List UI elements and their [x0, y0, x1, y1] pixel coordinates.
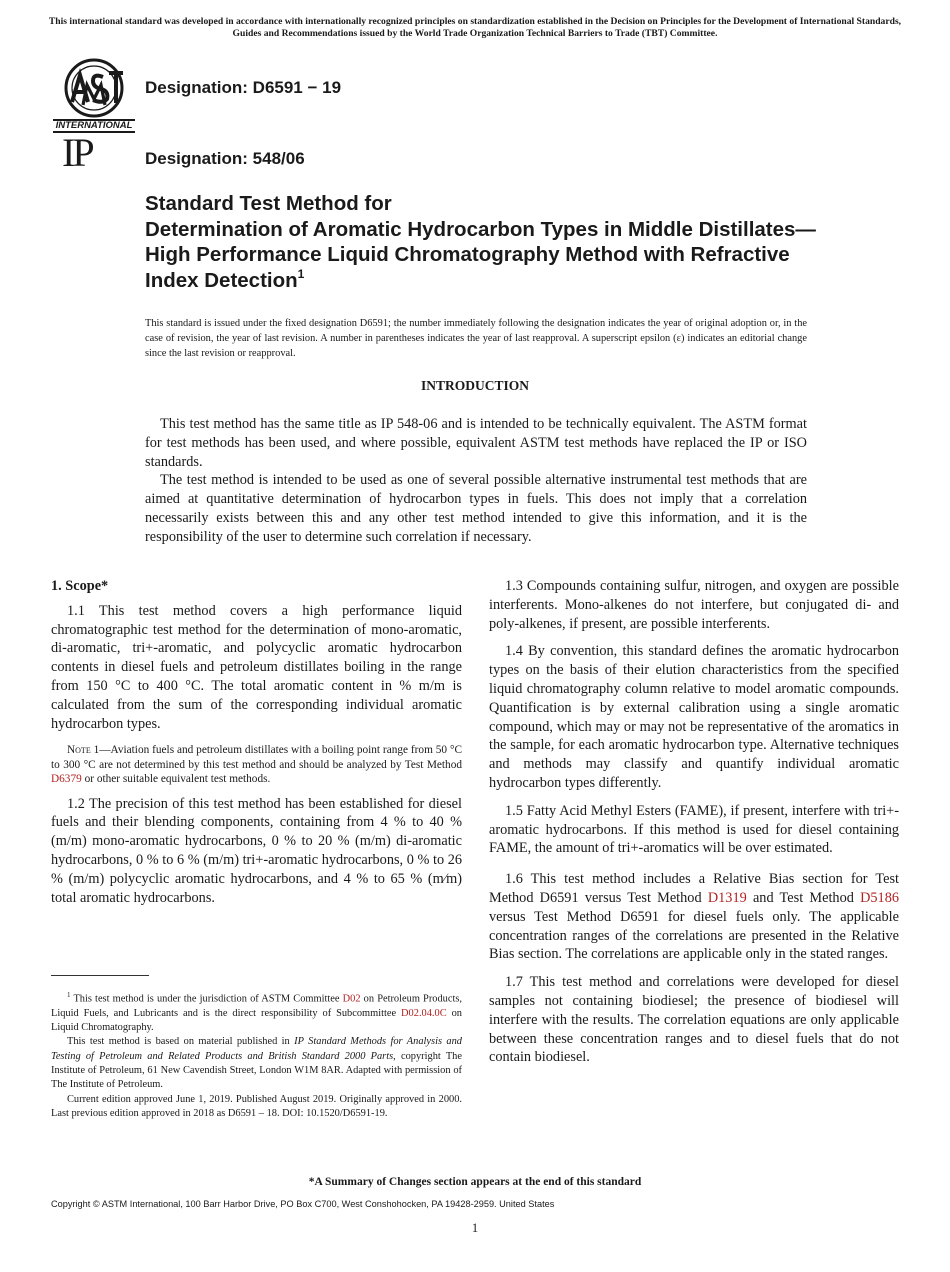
section-1-6-text-a: 1.6 This test method includes a Relative Bias section for Test Method D6591 versus Test Method [489, 871, 899, 906]
right-column [489, 577, 899, 1067]
footnote-1 [51, 988, 462, 1035]
footnotes [51, 988, 462, 1121]
section-1-4: 1.4 By convention, this standard defines the aromatic hydrocarbon types on the basis of their elution characteristics from the specified liquid chromatography column relative to model aromatic compounds. Quantification is by external calibration using a single aromatic compound, which may or may not be representative of the aromatics in the sample, for each aromatic hydrocarbon type. Alternative techniques and methods may classify and quantify individual aromatic hydrocarbon types differently. [489, 643, 899, 791]
link-d1319[interactable]: D1319 [707, 889, 747, 906]
section-1-3: 1.3 Compounds containing sulfur, nitrogen, and oxygen are possible interferents. Mono-alkenes do not interfere, but conjugated di- and poly-alkenes, if present, are possible interferents. [489, 578, 899, 632]
tbt-notice: This international standard was developed in accordance with internationally recognized principles on standardization established in the Decision on Principles for the Development of International Standards, Guides and Recommendations issued by the World Trade Organization Technical Barriers to Trade (TBT) Committee. [48, 16, 902, 39]
summary-of-changes-note: *A Summary of Changes section appears at the end of this standard [308, 1176, 642, 1188]
astm-designation: Designation: D6591 − 19 [145, 78, 342, 97]
introduction-heading: INTRODUCTION [420, 378, 529, 393]
introduction-paragraph-1: This test method has the same title as IP 548-06 and is intended to be technically equivalent. The ASTM format for test methods has been used, and where possible, equivalent ASTM test methods have replaced the IP or ISO standards. [145, 416, 807, 470]
section-1-7: 1.7 This test method and correlations were developed for diesel samples not containing biodiesel; the presence of biodiesel will interfere with the results. The correlation equations are only applicable between these concentration ranges and to diesel fuels that do not contain biodiesel. [489, 974, 899, 1066]
footnote-1-mark: 1 [67, 991, 71, 999]
astm-logo [53, 57, 135, 133]
link-d02[interactable]: D02 [342, 993, 361, 1005]
issuance-statement: This standard is issued under the fixed designation D6591; the number immediately following the designation indicates the year of original adoption or, in the case of revision, the year of last revision. A number in parentheses indicates the year of last reapproval. A superscript epsilon (ε) indicates an editorial change since the last revision or reapproval. [145, 318, 807, 359]
section-1-6-text-c: versus Test Method D6591 for diesel fuels only. The applicable concentration ranges of the correlations are presented in the Relative Bias section. The correlations are applicable only in the stated ranges. [489, 908, 899, 963]
astm-logo-mark-icon [53, 57, 135, 119]
scope-heading: 1. Scope* [51, 578, 109, 594]
astm-logo-text: INTERNATIONAL [53, 119, 135, 133]
note-1-text-a: —Aviation fuels and petroleum distillates with a boiling point range from 50 °C to 300 °C are not determined by this test method and should be analyzed by Test Method [51, 744, 462, 771]
link-d02-04-0c[interactable]: D02.04.0C [401, 1007, 447, 1019]
note-1 [51, 743, 462, 786]
footnote-1-text-b: on Petroleum Products, Liquid Fuels, and Lubricants and is the direct responsibility of Subcommittee [51, 993, 463, 1019]
document-title [145, 191, 835, 293]
footnote-1-text-c: on Liquid Chromatography. [51, 1007, 462, 1034]
left-column [51, 577, 462, 907]
section-1-5: 1.5 Fatty Acid Methyl Esters (FAME), if present, interfere with tri+-aromatic hydrocarbons. If this method is used for diesel containing FAME, the amount of tri+-aromatics will be over estimated. [489, 802, 899, 857]
footnote-2-italic: IP Standard Methods for Analysis and Testing of Petroleum and Related Products and British Standard 2000 Parts [51, 1036, 462, 1062]
section-1-1: 1.1 This test method covers a high performance liquid chromatographic test method for the determination of mono-aromatic, di-aromatic, tri+-aromatic, and polycyclic aromatic hydrocarbon contents in diesel fuels and petroleum distillates boiling in the range from 150 °C to 400 °C. The total aromatic content in % m/m is calculated from the sum of the corresponding individual aromatic hydrocarbon types. [51, 602, 462, 732]
note-1-text-b: or other suitable equivalent test methods. [81, 773, 271, 786]
ip-logo-text: IP [62, 130, 92, 175]
title-line-1: Standard Test Method for [145, 192, 392, 215]
ip-designation: Designation: 548/06 [145, 149, 305, 168]
section-1-2: 1.2 The precision of this test method has been established for diesel fuels and their blending components, containing from 4 % to 40 % (m/m) mono-aromatic hydrocarbons, 0 % to 20 % (m/m) di-aromatic hydrocarbons, 0 % to 6 % (m/m) tri+-aromatic hydrocarbons, 0 % to 26 % (m/m) polycyclic aromatic hydrocarbons, and 4 % to 65 % (m⁄m) total aromatic hydrocarbons. [51, 795, 462, 906]
title-main [145, 217, 835, 294]
section-1-6-text-b: and Test Method [746, 889, 861, 906]
copyright-line: Copyright © ASTM International, 100 Barr Harbor Drive, PO Box C700, West Conshohocken, PA 19428-2959. United States [51, 1199, 555, 1209]
title-line-2: Determination of Aromatic Hydrocarbon Types in Middle Distillates—High Performance Liquid Chromatography Method with Refractive Index Detection [145, 217, 816, 292]
footnote-2 [51, 1035, 462, 1092]
note-1-label: Note 1 [67, 744, 100, 757]
title-footnote-mark: 1 [297, 266, 305, 281]
link-d5186[interactable]: D5186 [860, 889, 899, 906]
link-d6379[interactable]: D6379 [51, 773, 82, 786]
footnote-2-text-a: This test method is based on material published in [67, 1036, 295, 1048]
ip-logo [62, 130, 92, 175]
footnote-2-text-b: , copyright The Institute of Petroleum, 61 New Cavendish Street, London W1M 8AR. Adapted with permission of The Institute of Petroleum. [51, 1050, 462, 1091]
page-number: 1 [471, 1221, 479, 1235]
section-1-6 [489, 870, 899, 964]
footnote-divider [51, 975, 149, 976]
introduction-paragraph-2: The test method is intended to be used as one of several possible alternative instrumental test methods that are aimed at quantitative determination of hydrocarbon types in fuels. This does not imply that a correlation necessarily exists between this and any other test method intended to give this information, and it is the responsibility of the user to determine such correlation if necessary. [145, 472, 807, 545]
footnote-1-text-a: This test method is under the jurisdiction of ASTM Committee [70, 993, 343, 1005]
footnote-3: Current edition approved June 1, 2019. Published August 2019. Originally approved in 2000. Last previous edition approved in 2018 as D6591 – 18. DOI: 10.1520/D6591-19. [51, 1093, 462, 1119]
